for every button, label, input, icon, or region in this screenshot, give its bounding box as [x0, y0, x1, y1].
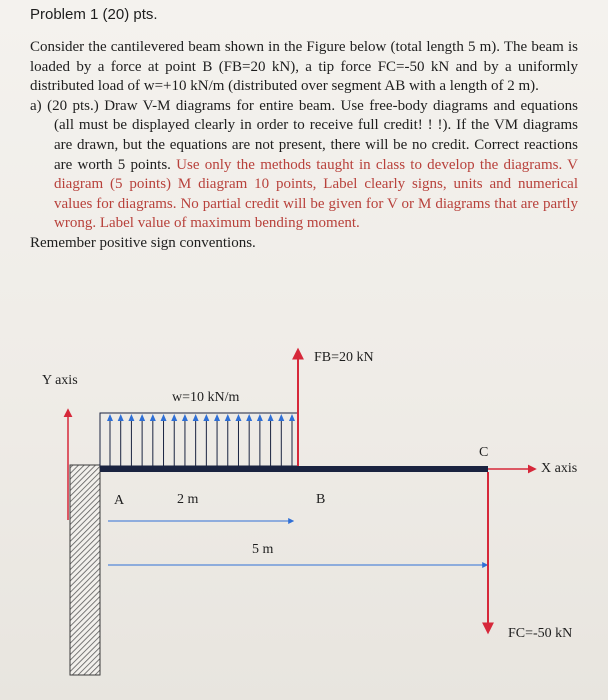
distributed-load-arrowhead [139, 414, 145, 421]
distributed-load-arrowhead [107, 414, 113, 421]
distributed-load-arrowhead [128, 414, 134, 421]
beam [100, 466, 488, 472]
distributed-load-arrowhead [214, 414, 220, 421]
part-a-instructions: a) (20 pts.) Draw V-M diagrams for entire beam. Use free-body diagrams and equations (all must be displayed clearly in order to receive full credit! ! !). If the VM diagrams are drawn, but the equations are not present, there will be no credit. Correct reactions are worth 5 points. [30, 97, 578, 173]
x-axis-label: X axis [541, 461, 578, 476]
point-c-label: C [479, 445, 489, 460]
distributed-load-arrowhead [257, 414, 263, 421]
point-a-label: A [114, 493, 125, 508]
distributed-load-label: w=10 kN/m [172, 390, 240, 405]
dimension-ab-label: 2 m [177, 492, 199, 507]
part-a-grading-notes: Use only the methods taught in class to develop the diagrams. V diagram (5 points) M diagram 10 points, Label clearly signs, units and numerical values for diagrams. No partial credit will be given for V or M diagrams that are partly wrong. Label value of maximum bending moment. [54, 156, 578, 232]
problem-title: Problem 1 (20) pts. [30, 6, 158, 23]
distributed-load-arrowhead [118, 414, 124, 421]
distributed-load-arrowhead [161, 414, 167, 421]
point-b-label: B [316, 492, 326, 507]
distributed-load [100, 413, 298, 466]
sign-convention-reminder: Remember positive sign conventions. [30, 234, 256, 251]
distributed-load-arrowhead [235, 414, 241, 421]
force-fb-label: FB=20 kN [314, 350, 374, 365]
distributed-load-arrowhead [225, 414, 231, 421]
distributed-load-arrowhead [203, 414, 209, 421]
distributed-load-arrowhead [150, 414, 156, 421]
fixed-support-wall [70, 465, 100, 675]
distributed-load-arrowhead [268, 414, 274, 421]
dimension-total-label: 5 m [252, 542, 274, 557]
distributed-load-arrowhead [278, 414, 284, 421]
distributed-load-arrowhead [246, 414, 252, 421]
distributed-load-arrowhead [171, 414, 177, 421]
distributed-load-arrowhead [182, 414, 188, 421]
intro-paragraph: Consider the cantilevered beam shown in the Figure below (total length 5 m). The beam is loaded by a force at point B (FB=20 kN), a tip force FC=-50 kN and by a uniformly distributed load of w=+10 kN/m (distributed over segment AB with a length of 2 m). [30, 39, 578, 95]
distributed-load-arrowhead [193, 414, 199, 421]
distributed-load-arrowhead [289, 414, 295, 421]
y-axis-label: Y axis [42, 373, 78, 388]
force-fc-label: FC=-50 kN [508, 626, 573, 641]
